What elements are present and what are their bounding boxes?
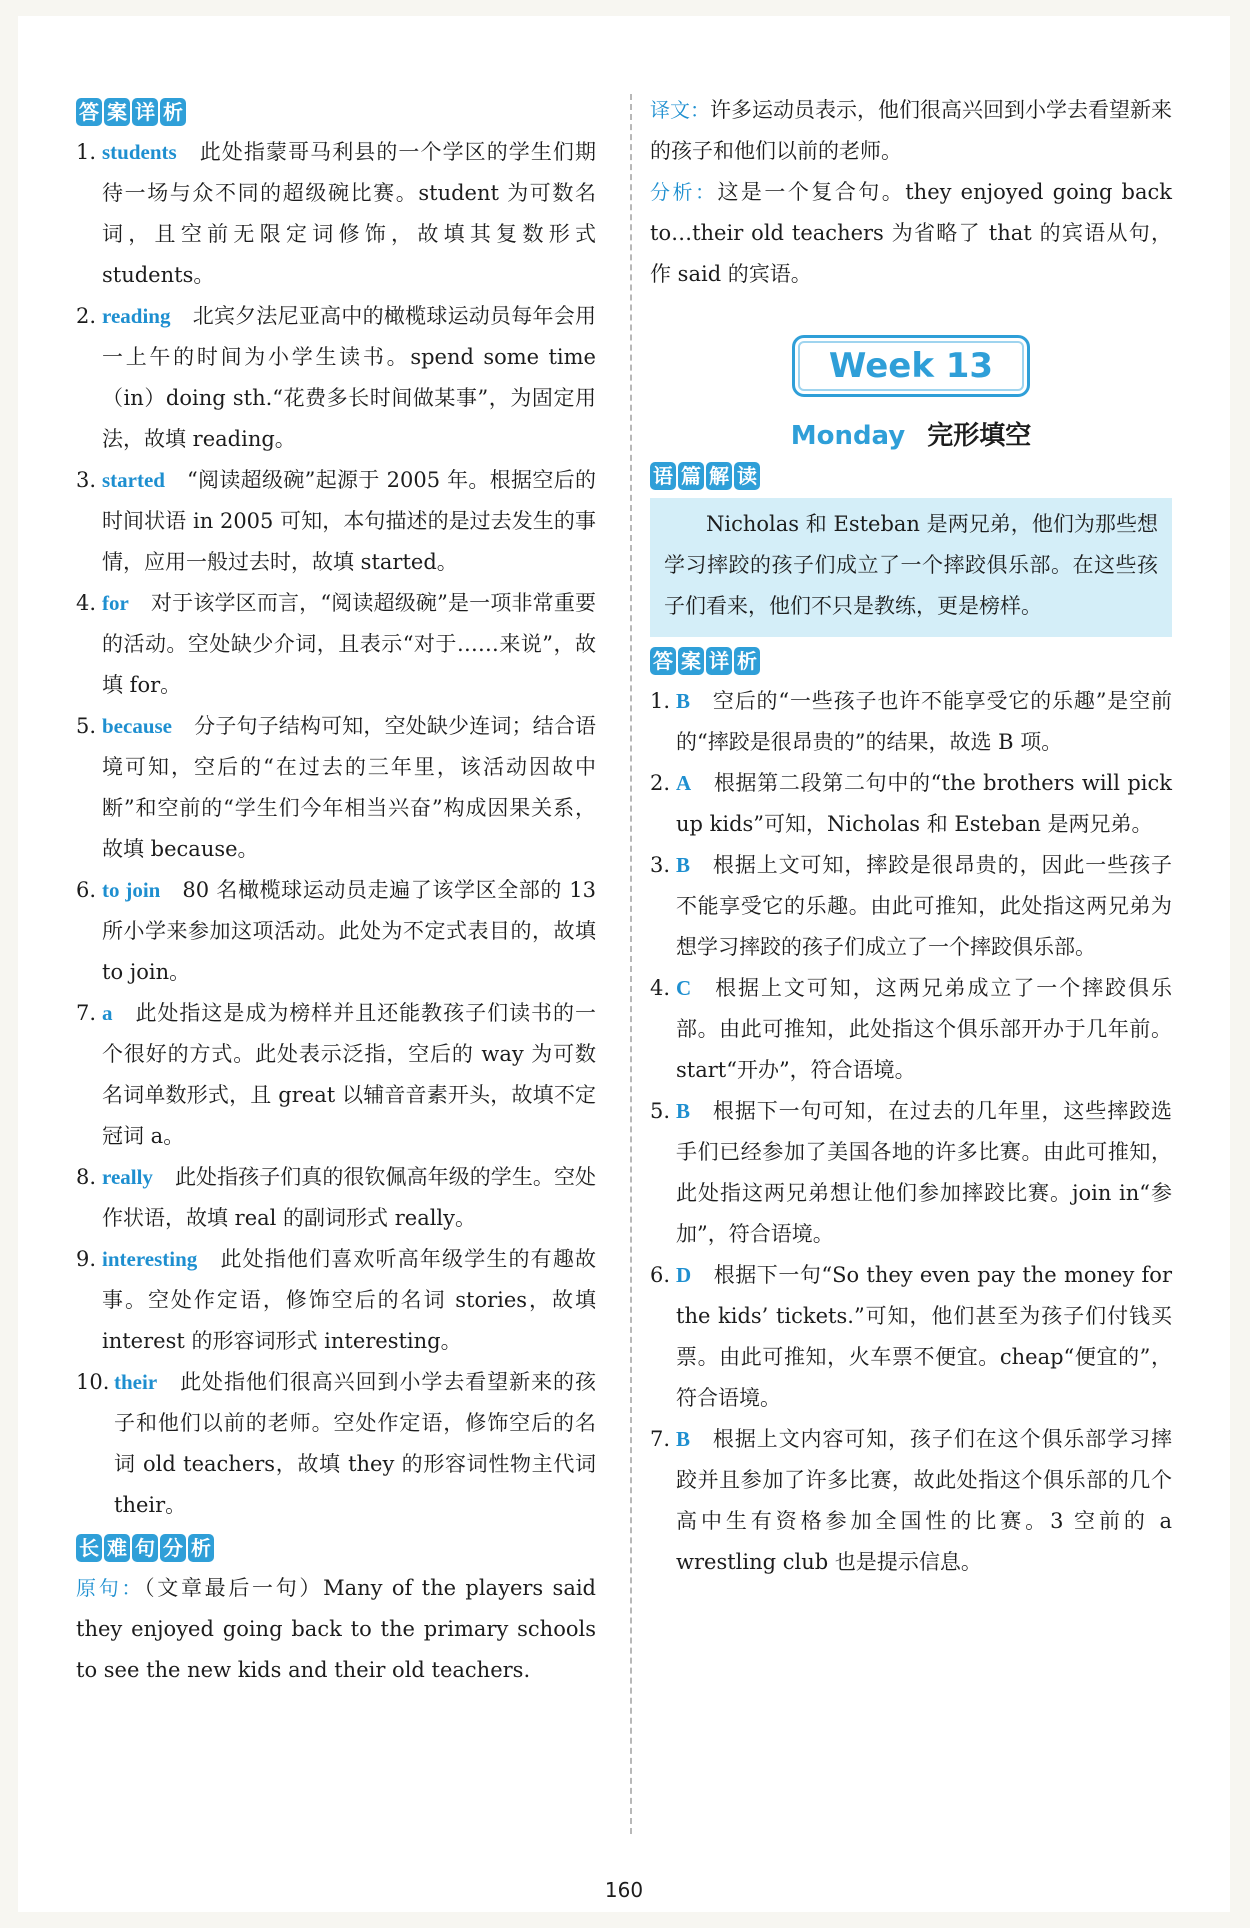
badge-char: 分	[160, 1534, 186, 1562]
explanation: 此处指他们喜欢听高年级学生的有趣故事。空处作定语，修饰空后的名词 stories，故填 interest 的形容词形式 interesting。	[102, 1247, 596, 1353]
badge-char: 案	[678, 647, 704, 675]
analysis-label: 分析：	[650, 180, 718, 204]
badge-char: 案	[104, 98, 130, 126]
answer-word: for	[102, 591, 129, 615]
explanation: 根据下一句可知，在过去的几年里，这些摔跤选手们已经参加了美国各地的许多比赛。由此可推知，此处指这两兄弟想让他们参加摔跤比赛。join in“参加”，符合语境。	[676, 1099, 1172, 1246]
answer-letter: B	[676, 689, 691, 713]
answer-analysis-badge	[650, 647, 1172, 675]
day-heading	[650, 415, 1172, 452]
item-number: 1.	[650, 689, 671, 713]
answer-letter: A	[676, 771, 692, 795]
answer-word: to join	[102, 878, 161, 902]
badge-char: 详	[132, 98, 158, 126]
answer-word: a	[102, 1001, 113, 1025]
answer-word: started	[102, 468, 165, 492]
analysis-text: 这是一个复合句。they enjoyed going back to…their old teachers 为省略了 that 的宾语从句，作 said 的宾语。	[650, 180, 1173, 286]
badge-char: 长	[76, 1534, 102, 1562]
item-number: 4.	[76, 591, 97, 615]
passage-summary: Nicholas 和 Esteban 是两兄弟，他们为那些想学习摔跤的孩子们成立了一个摔跤俱乐部。在这些孩子们看来，他们不只是教练，更是榜样。	[650, 498, 1172, 637]
translation-label: 译文：	[650, 98, 710, 122]
item-number: 1.	[76, 140, 97, 164]
badge-char: 析	[734, 647, 760, 675]
explanation: 此处指他们很高兴回到小学去看望新来的孩子和他们以前的老师。空处作定语，修饰空后的名词 old teachers，故填 they 的形容词性物主代词 their。	[114, 1370, 596, 1517]
explanation: 80 名橄榄球运动员走遍了该学区全部的 13 所小学来参加这项活动。此处为不定式表目的，故填 to join。	[102, 878, 597, 984]
item-number: 6.	[650, 1263, 671, 1287]
answer-item	[76, 1239, 596, 1362]
answer-item	[76, 296, 596, 460]
answer-letter: B	[676, 1099, 691, 1123]
badge-char: 析	[160, 98, 186, 126]
explanation: 空后的“一些孩子也许不能享受它的乐趣”是空前的“摔跤是很昂贵的”的结果，故选 B 项。	[676, 689, 1172, 754]
answer-letter: C	[676, 976, 692, 1000]
answer-item	[76, 706, 596, 870]
translation-text: 许多运动员表示，他们很高兴回到小学去看望新来的孩子和他们以前的老师。	[650, 98, 1172, 163]
answer-item	[76, 1362, 596, 1526]
badge-char: 篇	[678, 462, 704, 490]
answer-word: their	[114, 1370, 158, 1394]
answer-word: reading	[102, 304, 171, 328]
column-divider	[630, 94, 632, 1834]
explanation: 此处指孩子们真的很钦佩高年级的学生。空处作状语，故填 real 的副词形式 really。	[102, 1165, 596, 1230]
passage-reading-badge	[650, 462, 1172, 490]
page	[18, 16, 1230, 1912]
answer-item	[76, 870, 596, 993]
item-number: 2.	[76, 304, 97, 328]
answer-analysis-badge	[76, 98, 596, 126]
answer-item	[650, 681, 1172, 763]
item-number: 5.	[650, 1099, 671, 1123]
badge-char: 详	[706, 647, 732, 675]
explanation: 此处指这是成为榜样并且还能教孩子们读书的一个很好的方式。此处表示泛指，空后的 way 为可数名词单数形式，且 great 以辅音音素开头，故填不定冠词 a。	[102, 1001, 596, 1148]
item-number: 10.	[76, 1370, 110, 1394]
original-label: 原句：	[76, 1576, 145, 1600]
explanation: 此处指蒙哥马利县的一个学区的学生们期待一场与众不同的超级碗比赛。student 为可数名词，且空前无限定词修饰，故填其复数形式 students。	[102, 140, 596, 287]
item-number: 2.	[650, 771, 671, 795]
answer-item	[76, 132, 596, 296]
translation	[650, 90, 1172, 172]
answer-item	[650, 1419, 1172, 1583]
answer-item	[650, 1255, 1172, 1419]
badge-char: 析	[188, 1534, 214, 1562]
answer-letter: B	[676, 853, 691, 877]
section-label: 完形填空	[927, 421, 1032, 451]
explanation: 根据下一句“So they even pay the money for the kids’ tickets.”可知，他们甚至为孩子们付钱买票。由此可推知，火车票不便宜。cheap“便宜的”，符合语境。	[676, 1263, 1172, 1410]
answer-item	[650, 763, 1172, 845]
page-number: 160	[604, 1878, 644, 1902]
week-heading: Week 13	[792, 335, 1030, 397]
badge-char: 难	[104, 1534, 130, 1562]
explanation: 根据上文内容可知，孩子们在这个俱乐部学习摔跤并且参加了许多比赛，故此处指这个俱乐部的几个高中生有资格参加全国性的比赛。3 空前的 a wrestling club 也是提示信息。	[676, 1427, 1172, 1574]
explanation: 分子句子结构可知，空处缺少连词；结合语境可知，空后的“在过去的三年里，该活动因故中断”和空前的“学生们今年相当兴奋”构成因果关系，故填 because。	[102, 714, 596, 861]
long-sentence-analysis-badge	[76, 1534, 596, 1562]
badge-char: 读	[734, 462, 760, 490]
left-column	[76, 94, 596, 1691]
explanation: 根据上文可知，摔跤是很昂贵的，因此一些孩子不能享受它的乐趣。由此可推知，此处指这两兄弟为想学习摔跤的孩子们成立了一个摔跤俱乐部。	[676, 853, 1172, 959]
explanation: 北宾夕法尼亚高中的橄榄球运动员每年会用一上午的时间为小学生读书。spend some time（in）doing sth.“花费多长时间做某事”，为固定用法，故填 reading。	[102, 304, 596, 451]
answer-item	[76, 460, 596, 583]
answer-word: interesting	[102, 1247, 198, 1271]
item-number: 9.	[76, 1247, 97, 1271]
badge-char: 答	[650, 647, 676, 675]
answer-item	[76, 1157, 596, 1239]
explanation: 对于该学区而言，“阅读超级碗”是一项非常重要的活动。空处缺少介词，且表示“对于……来说”，故填 for。	[102, 591, 596, 697]
right-column	[650, 90, 1172, 1583]
item-number: 4.	[650, 976, 671, 1000]
original-sentence	[76, 1568, 596, 1691]
explanation: “阅读超级碗”起源于 2005 年。根据空后的时间状语 in 2005 可知，本句描述的是过去发生的事情，应用一般过去时，故填 started。	[102, 468, 596, 574]
answer-item	[650, 968, 1172, 1091]
badge-char: 答	[76, 98, 102, 126]
answer-item	[650, 845, 1172, 968]
answer-item	[76, 583, 596, 706]
answer-letter: B	[676, 1427, 691, 1451]
explanation: 根据上文可知，这两兄弟成立了一个摔跤俱乐部。由此可推知，此处指这个俱乐部开办于几年前。start“开办”，符合语境。	[676, 976, 1172, 1082]
item-number: 6.	[76, 878, 97, 902]
item-number: 8.	[76, 1165, 97, 1189]
item-number: 7.	[76, 1001, 97, 1025]
badge-char: 解	[706, 462, 732, 490]
answer-letter: D	[676, 1263, 692, 1287]
item-number: 3.	[650, 853, 671, 877]
answer-word: students	[102, 140, 177, 164]
item-number: 5.	[76, 714, 97, 738]
badge-char: 语	[650, 462, 676, 490]
answer-item	[650, 1091, 1172, 1255]
item-number: 3.	[76, 468, 97, 492]
badge-char: 句	[132, 1534, 158, 1562]
item-number: 7.	[650, 1427, 671, 1451]
analysis	[650, 172, 1172, 295]
answer-word: really	[102, 1165, 153, 1189]
answer-word: because	[102, 714, 172, 738]
original-text: （文章最后一句）Many of the players said they enjoyed going back to the primary schools to see the new kids and their old teachers.	[76, 1576, 597, 1682]
explanation: 根据第二段第二句中的“the brothers will pick up kids”可知，Nicholas 和 Esteban 是两兄弟。	[676, 771, 1172, 836]
answer-item	[76, 993, 596, 1157]
day-label: Monday	[790, 421, 906, 451]
